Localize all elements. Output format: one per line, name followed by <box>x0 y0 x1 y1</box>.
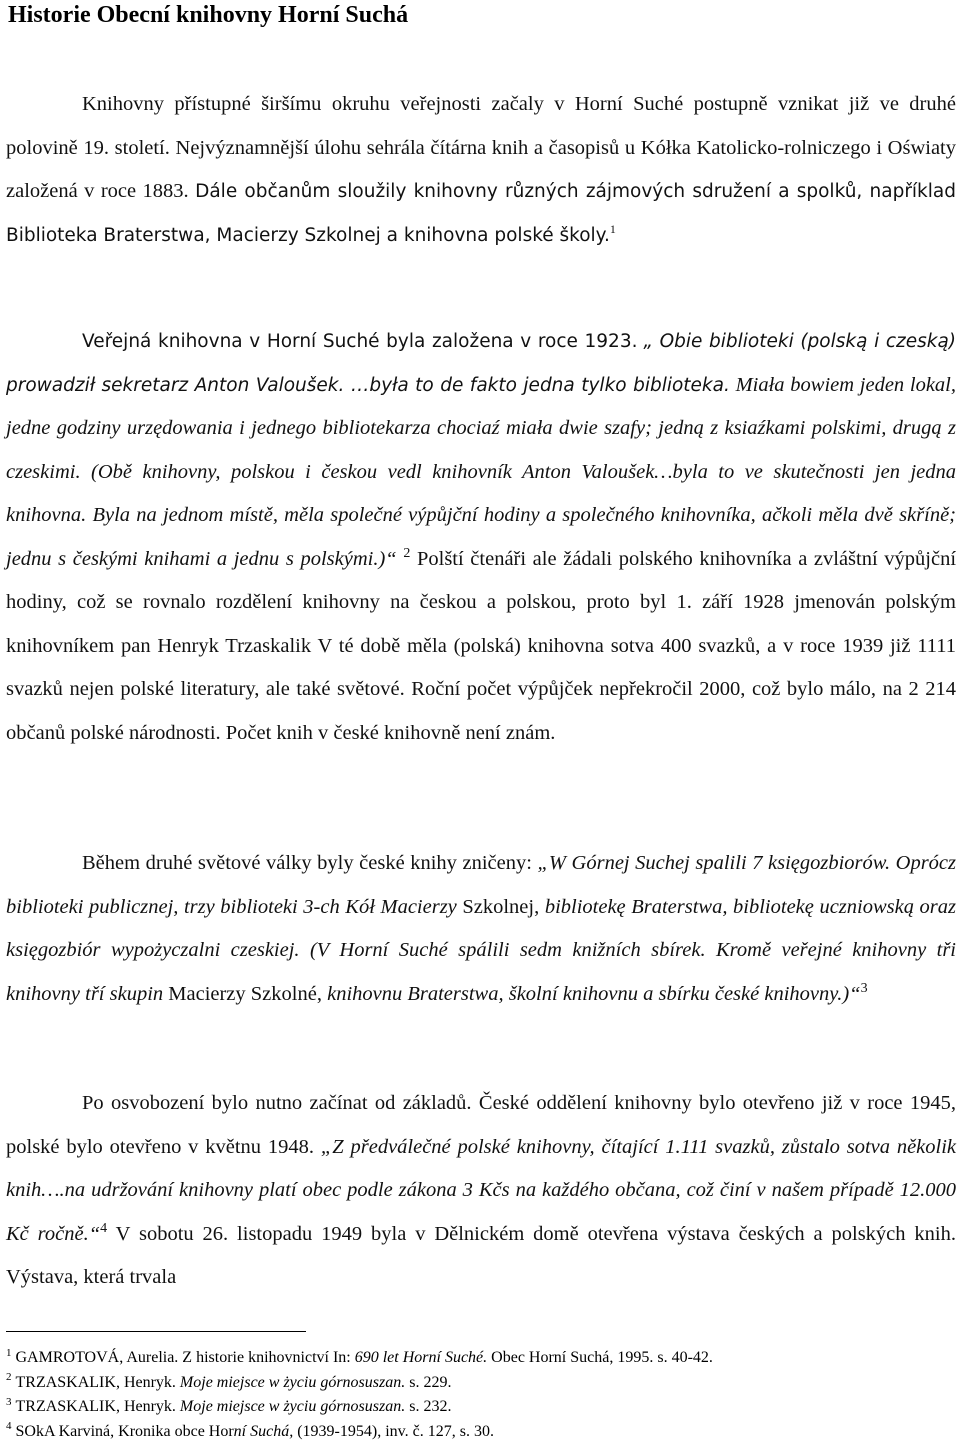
footnote-text: Obec Horní Suchá, 1995. s. 40-42. <box>491 1349 713 1366</box>
p4-text-c: V sobotu 26. listopadu 1949 byla v Dělnickém domě otevřena výstava českých a polských knih. Výstava, která trvala <box>6 1222 956 1288</box>
footnote-divider <box>6 1331 306 1332</box>
p4-quote-b: „Z předválečné polské knihovny, čítající 1.111 svazků, zůstalo sotva několik knih….na udržování knihovny platí obec podle zákona 3 Kčs na každého občana, což činí v našem případě 12.000 Kč ročně.“ <box>6 1135 957 1245</box>
footnote-ref-2: 2 <box>403 545 411 561</box>
p2-quote-polish: „ Obie biblioteki (polską i czeską) prowadził sekretarz Anton Valoušek. …była to de fakto jedna tylko biblioteka. <box>6 331 957 396</box>
footnote-2 <box>6 1371 956 1396</box>
footnotes <box>6 1346 956 1444</box>
p3-quote-i: knihovnu Braterstwa, školní knihovnu a sbírku české knihovny.)“ <box>327 982 861 1005</box>
paragraph-2 <box>6 320 956 755</box>
footnote-ref-1: 1 <box>609 221 616 236</box>
paragraph-3 <box>6 842 956 1016</box>
p3-quote-f: bibliotekę Braterstwa, bibliotekę uczniowską oraz księgozbiór wypożyczalni czeskiej. <box>6 895 956 961</box>
footnote-text: SOkA Karviná, Kronika obce Hor <box>15 1422 234 1440</box>
footnote-text: TRZASKALIK, Henryk. <box>15 1398 176 1415</box>
p3-text-h: Macierzy Szkolné, <box>168 982 322 1005</box>
footnote-text: TRZASKALIK, Henryk. <box>15 1373 176 1391</box>
p3-quote-d: Oprócz biblioteki publicznej, trzy biblioteki 3-ch Kół Macierzy <box>6 852 956 918</box>
footnote-number: 3 <box>6 1395 12 1408</box>
footnote-1 <box>6 1346 956 1371</box>
footnote-3 <box>6 1395 956 1420</box>
p3-quote-c: księgozbiorów. <box>768 852 891 874</box>
footnote-title: Moje miejsce w życiu górnosuszan. <box>179 1398 406 1415</box>
p2-text-d: Polští čtenáři ale žádali polského knihovníka a zvláštní výpůjční hodiny, což se rovnalo rozdělení knihovny na českou a polskou, proto byl 1. září 1928 jmenován polským knihovníkem pan Henryk Trzaskalik V té době měla (polská) knihovna sotva 400 svazků, a v roce 1939 již 1111 svazků nejen polské literatury, ale také světové. Roční počet výpůjček nepřekročil 2000, což bylo málo, na 2 214 občanů polské národnosti. Počet knih v české knihovně není znám. <box>6 547 957 744</box>
footnote-ref-3: 3 <box>860 980 868 996</box>
p3-text-e: Szkolnej, <box>462 895 540 918</box>
p3-text-a: Během druhé světové války byly české knihy zničeny: <box>82 852 532 874</box>
paragraph-1 <box>6 83 956 257</box>
footnote-title: Moje miejsce w życiu górnosuszan. <box>179 1373 406 1391</box>
p2-text-a: Veřejná knihovna v Horní Suché byla založena v roce 1923. <box>82 331 638 352</box>
p3-quote-g: (V Horní Suché spálili sedm knižních sbírek. Kromě veřejné knihovny tři knihovny tří skupin <box>6 939 956 1005</box>
footnote-text: GAMROTOVÁ, Aurelia. Z historie knihovnictví In: <box>15 1349 351 1366</box>
footnote-text: s. 232. <box>409 1398 452 1415</box>
footnote-number: 4 <box>6 1420 12 1433</box>
footnote-number: 2 <box>6 1371 12 1384</box>
footnote-text: s. 229. <box>409 1373 452 1391</box>
footnote-ref-4: 4 <box>100 1220 108 1236</box>
footnote-title: 690 let Horní Suché. <box>354 1349 488 1366</box>
footnote-text: (1939-1954), inv. č. 127, s. 30. <box>297 1422 494 1440</box>
p1-text-a: Knihovny přístupné širšímu okruhu veřejnosti začaly v Horní Suché postupně vznikat již ve druhé polovině 19. století. Nejvýznamnější úlohu sehrála čítárna knih a časopisů u Kółka Katolicko-rolniczego i Oświaty založená v roce 1883. <box>6 93 956 202</box>
footnote-title: ní Suchá, <box>233 1422 294 1440</box>
footnote-4 <box>6 1420 956 1445</box>
paragraph-4 <box>6 1082 956 1300</box>
footnote-number: 1 <box>6 1346 12 1359</box>
p2-quote-continued: Miała bowiem jeden lokal, jedne godziny urzędowania i jednego bibliotekarza chociaź miała dwie szafy; jedną z ksiaźkami polskimi, drugą z czeskimi. (Obě knihovny, polskou i českou vedl knihovník Anton Valoušek…byla to ve skutečnosti jen jedna knihovna. Byla na jednom místě, měla společné výpůjční hodiny a společného knihovníka, ačkoli měla dvě skříně; jednu s českými knihami a jednu s polskými.)“ <box>6 373 956 570</box>
page-title: Historie Obecní knihovny Horní Suchá <box>8 2 409 28</box>
p1-text-b: Dále občanům sloužily knihovny různých zájmových sdružení a spolků, například Biblioteka Braterstwa, Macierzy Szkolnej a knihovna polské školy. <box>6 181 956 246</box>
p4-text-a: Po osvobození bylo nutno začínat od základů. České oddělení knihovny bylo otevřeno již v roce 1945, polské bylo otevřeno v květnu 1948. <box>6 1092 956 1158</box>
p3-quote-b: „W Górnej Suchej spalili 7 <box>537 852 763 874</box>
